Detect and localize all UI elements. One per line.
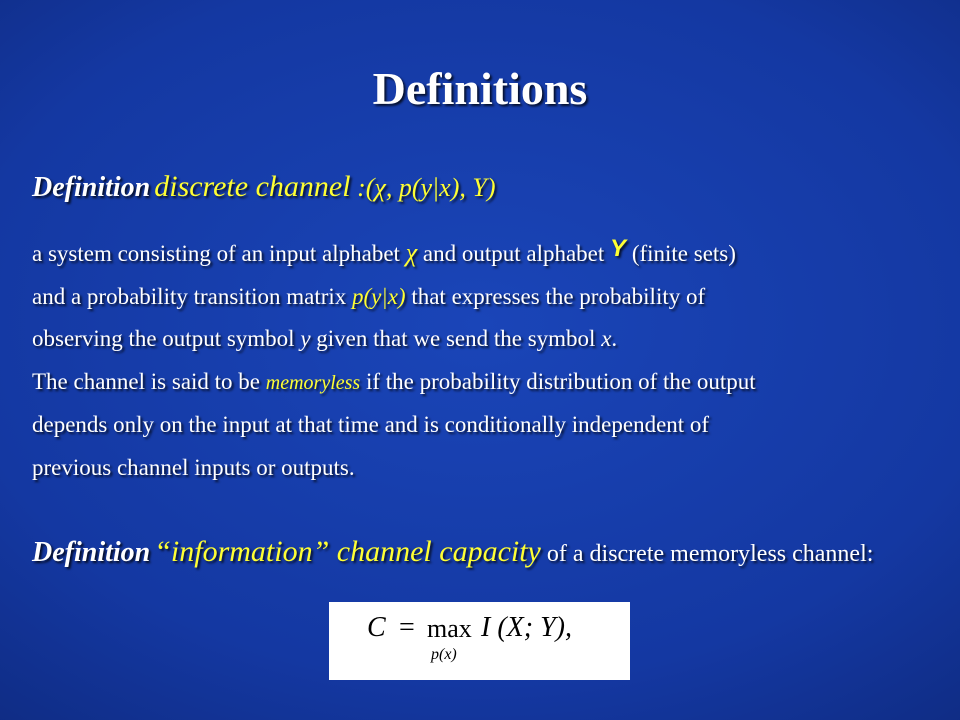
definition-label: Definition <box>32 172 151 203</box>
text: (finite sets) <box>626 241 736 266</box>
capacity-formula-image <box>329 602 630 680</box>
output-alphabet-symbol: Y <box>610 235 627 262</box>
body-line <box>32 318 942 361</box>
formula-max-subscript: p(x) <box>431 646 457 663</box>
text: The channel is said to be <box>32 368 266 394</box>
text: observing the output symbol <box>32 326 301 351</box>
body-line <box>32 276 942 319</box>
text: given that we send the symbol <box>310 326 602 351</box>
text: a system consisting of an input alphabet <box>32 241 406 266</box>
formula-equals: = <box>399 612 415 643</box>
body-line: depends only on the input at that time and is conditionally independent of <box>32 412 710 437</box>
transition-matrix-symbol: p(y|x) <box>352 283 406 309</box>
definition-rest: of a discrete memoryless channel: <box>540 541 874 567</box>
body-line: previous channel inputs or outputs. <box>32 454 355 480</box>
definition-body <box>32 232 942 489</box>
text: . <box>611 326 618 351</box>
formula-mutual-information: I (X; Y), <box>481 612 572 643</box>
formula-max: max <box>427 614 472 643</box>
text: and a probability transition matrix <box>32 283 353 309</box>
memoryless-term: memoryless <box>265 371 361 394</box>
definition-discrete-channel <box>32 170 495 204</box>
body-line <box>32 361 942 405</box>
definition-label: Definition <box>32 537 151 568</box>
text: that expresses the probability of <box>405 283 706 309</box>
slide-title: Definitions <box>372 63 588 114</box>
definition-term: discrete channel <box>154 170 351 203</box>
text: and output alphabet <box>417 241 611 266</box>
output-symbol: y <box>300 326 311 351</box>
definition-term: “information” channel capacity <box>154 535 541 568</box>
formula-lhs: C <box>367 612 386 643</box>
definition-channel-capacity <box>32 535 873 569</box>
text: if the probability distribution of the output <box>360 368 756 394</box>
input-symbol: x <box>601 326 612 351</box>
input-alphabet-symbol: χ <box>405 238 418 267</box>
channel-notation: :(χ, p(y|x), Y) <box>350 173 496 202</box>
body-line <box>32 232 942 276</box>
